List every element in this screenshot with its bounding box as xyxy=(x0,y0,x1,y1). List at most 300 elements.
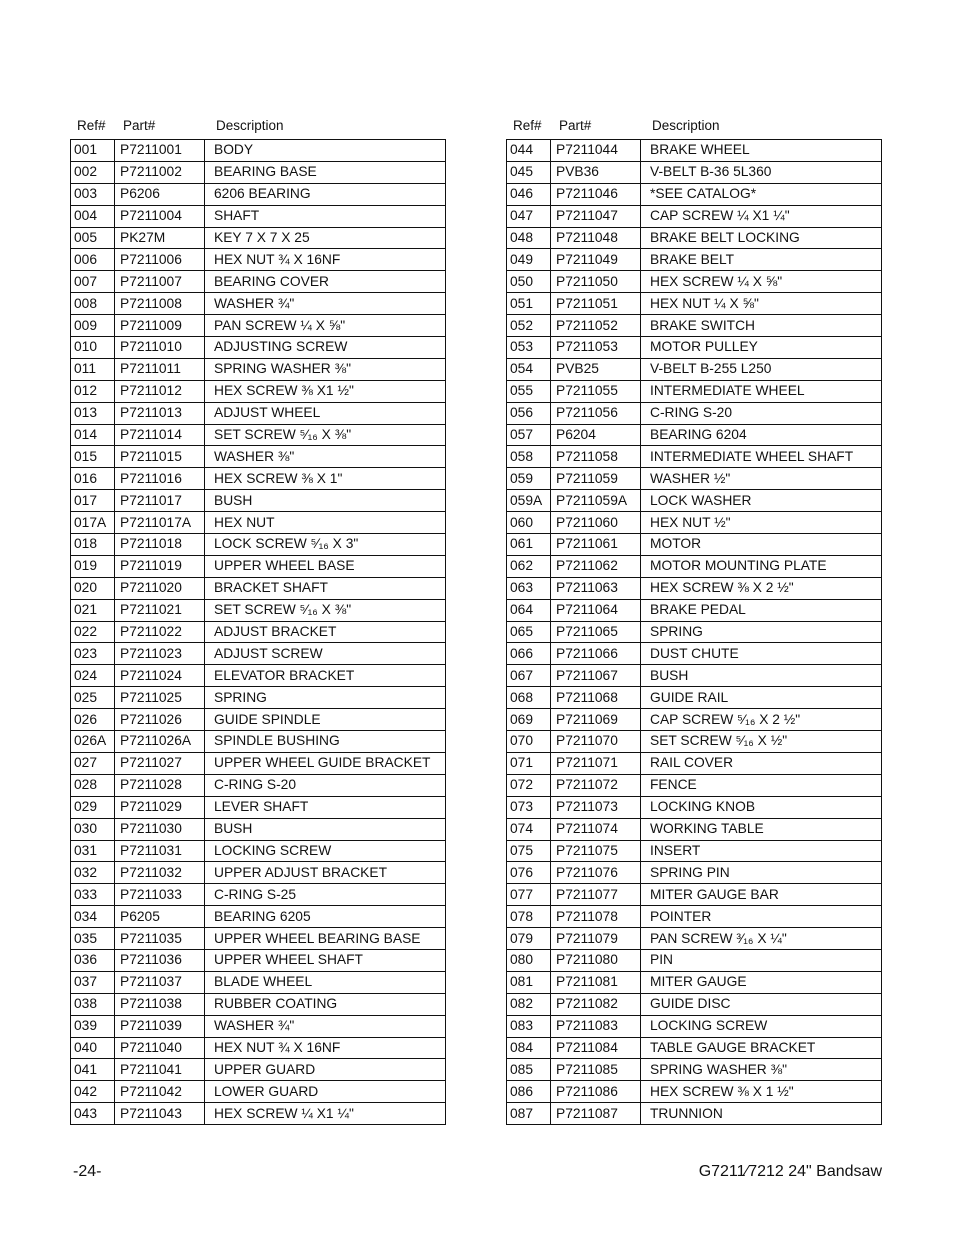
part-number-cell: P7211085 xyxy=(551,1059,641,1081)
ref-cell: 004 xyxy=(71,205,115,227)
part-number-cell: P7211084 xyxy=(551,1037,641,1059)
description-cell: V-BELT B-255 L250 xyxy=(641,358,882,380)
header-ref: Ref# xyxy=(513,118,542,133)
table-row xyxy=(71,183,446,205)
description-cell: SPRING xyxy=(205,687,446,709)
ref-cell: 077 xyxy=(507,884,551,906)
part-number-cell: P7211007 xyxy=(115,271,205,293)
description-cell: SET SCREW ⁵⁄₁₆ X ½" xyxy=(641,731,882,753)
table-row xyxy=(507,862,882,884)
ref-cell: 008 xyxy=(71,293,115,315)
ref-cell: 069 xyxy=(507,709,551,731)
table-row xyxy=(507,315,882,337)
part-number-cell: P7211074 xyxy=(551,818,641,840)
ref-cell: 087 xyxy=(507,1103,551,1125)
part-number-cell: P7211014 xyxy=(115,424,205,446)
table-row xyxy=(507,271,882,293)
parts-list-left xyxy=(70,117,447,1125)
description-cell: BUSH xyxy=(641,665,882,687)
part-number-cell: P7211069 xyxy=(551,709,641,731)
part-number-cell: P7211026 xyxy=(115,709,205,731)
part-number-cell: P7211067 xyxy=(551,665,641,687)
ref-cell: 050 xyxy=(507,271,551,293)
description-cell: HEX SCREW ¼ X1 ¼" xyxy=(205,1103,446,1125)
ref-cell: 081 xyxy=(507,971,551,993)
description-cell: BRAKE BELT xyxy=(641,249,882,271)
description-cell: BODY xyxy=(205,140,446,162)
ref-cell: 059 xyxy=(507,468,551,490)
ref-cell: 042 xyxy=(71,1081,115,1103)
description-cell: C-RING S-20 xyxy=(205,774,446,796)
header-ref: Ref# xyxy=(77,118,106,133)
ref-cell: 074 xyxy=(507,818,551,840)
table-row xyxy=(71,818,446,840)
part-number-cell: P7211030 xyxy=(115,818,205,840)
description-cell: LOCKING KNOB xyxy=(641,796,882,818)
header-part: Part# xyxy=(123,118,156,133)
table-row xyxy=(71,665,446,687)
ref-cell: 021 xyxy=(71,599,115,621)
ref-cell: 086 xyxy=(507,1081,551,1103)
description-cell: CAP SCREW ¼ X1 ¼" xyxy=(641,205,882,227)
part-number-cell: P7211009 xyxy=(115,315,205,337)
table-row xyxy=(71,271,446,293)
table-row xyxy=(71,993,446,1015)
description-cell: GUIDE DISC xyxy=(641,993,882,1015)
ref-cell: 009 xyxy=(71,315,115,337)
part-number-cell: P7211029 xyxy=(115,796,205,818)
description-cell: FENCE xyxy=(641,774,882,796)
part-number-cell: P7211080 xyxy=(551,949,641,971)
table-row xyxy=(71,796,446,818)
description-cell: LOCKING SCREW xyxy=(641,1015,882,1037)
description-cell: HEX NUT ½" xyxy=(641,512,882,534)
part-number-cell: P7211087 xyxy=(551,1103,641,1125)
document-title: G7211⁄7212 24" Bandsaw xyxy=(698,1163,882,1180)
table-row xyxy=(71,555,446,577)
description-cell: INSERT xyxy=(641,840,882,862)
part-number-cell: P7211031 xyxy=(115,840,205,862)
table-row xyxy=(507,884,882,906)
description-cell: WASHER ⅜" xyxy=(205,446,446,468)
part-number-cell: P7211044 xyxy=(551,140,641,162)
description-cell: RAIL COVER xyxy=(641,752,882,774)
ref-cell: 026 xyxy=(71,709,115,731)
ref-cell: 017A xyxy=(71,512,115,534)
description-cell: V-BELT B-36 5L360 xyxy=(641,161,882,183)
table-row xyxy=(71,599,446,621)
description-cell: UPPER ADJUST BRACKET xyxy=(205,862,446,884)
description-cell: HEX SCREW ¼ X ⅝" xyxy=(641,271,882,293)
table-row xyxy=(71,1059,446,1081)
table-row xyxy=(507,774,882,796)
part-number-cell: P7211059 xyxy=(551,468,641,490)
description-cell: UPPER WHEEL SHAFT xyxy=(205,949,446,971)
table-row xyxy=(71,358,446,380)
table-row xyxy=(71,906,446,928)
table-row xyxy=(71,140,446,162)
description-cell: PAN SCREW ³⁄₁₆ X ¼" xyxy=(641,928,882,950)
description-cell: SPRING WASHER ⅜" xyxy=(641,1059,882,1081)
description-cell: KEY 7 X 7 X 25 xyxy=(205,227,446,249)
ref-cell: 026A xyxy=(71,731,115,753)
ref-cell: 039 xyxy=(71,1015,115,1037)
part-number-cell: P7211023 xyxy=(115,643,205,665)
description-cell: 6206 BEARING xyxy=(205,183,446,205)
ref-cell: 083 xyxy=(507,1015,551,1037)
part-number-cell: P7211063 xyxy=(551,577,641,599)
table-row xyxy=(71,534,446,556)
description-cell: BRACKET SHAFT xyxy=(205,577,446,599)
ref-cell: 002 xyxy=(71,161,115,183)
ref-cell: 076 xyxy=(507,862,551,884)
table-row xyxy=(71,752,446,774)
part-number-cell: P7211036 xyxy=(115,949,205,971)
description-cell: ADJUST WHEEL xyxy=(205,402,446,424)
table-row xyxy=(71,337,446,359)
description-cell: SHAFT xyxy=(205,205,446,227)
description-cell: GUIDE SPINDLE xyxy=(205,709,446,731)
part-number-cell: P7211076 xyxy=(551,862,641,884)
table-row xyxy=(507,337,882,359)
description-cell: BUSH xyxy=(205,490,446,512)
table-row xyxy=(71,643,446,665)
part-number-cell: P7211083 xyxy=(551,1015,641,1037)
ref-cell: 012 xyxy=(71,380,115,402)
part-number-cell: P7211001 xyxy=(115,140,205,162)
table-row xyxy=(71,512,446,534)
part-number-cell: P7211027 xyxy=(115,752,205,774)
ref-cell: 047 xyxy=(507,205,551,227)
table-row xyxy=(507,643,882,665)
ref-cell: 015 xyxy=(71,446,115,468)
table-row xyxy=(71,161,446,183)
description-cell: TABLE GAUGE BRACKET xyxy=(641,1037,882,1059)
part-number-cell: P7211018 xyxy=(115,534,205,556)
part-number-cell: P7211039 xyxy=(115,1015,205,1037)
table-row xyxy=(71,621,446,643)
table-row xyxy=(507,599,882,621)
ref-cell: 058 xyxy=(507,446,551,468)
part-number-cell: P7211060 xyxy=(551,512,641,534)
table-row xyxy=(507,293,882,315)
ref-cell: 046 xyxy=(507,183,551,205)
ref-cell: 025 xyxy=(71,687,115,709)
column-headers xyxy=(506,117,883,139)
part-number-cell: P7211079 xyxy=(551,928,641,950)
table-row xyxy=(71,687,446,709)
description-cell: HEX SCREW ⅜ X 1 ½" xyxy=(641,1081,882,1103)
parts-table-left xyxy=(70,139,446,1125)
table-row xyxy=(507,731,882,753)
part-number-cell: P7211077 xyxy=(551,884,641,906)
part-number-cell: P7211047 xyxy=(551,205,641,227)
part-number-cell: P7211086 xyxy=(551,1081,641,1103)
table-row xyxy=(507,971,882,993)
ref-cell: 072 xyxy=(507,774,551,796)
description-cell: ADJUST SCREW xyxy=(205,643,446,665)
description-cell: POINTER xyxy=(641,906,882,928)
table-row xyxy=(507,1037,882,1059)
part-number-cell: P7211015 xyxy=(115,446,205,468)
description-cell: DUST CHUTE xyxy=(641,643,882,665)
table-row xyxy=(507,709,882,731)
ref-cell: 024 xyxy=(71,665,115,687)
ref-cell: 056 xyxy=(507,402,551,424)
table-row xyxy=(507,358,882,380)
description-cell: BRAKE PEDAL xyxy=(641,599,882,621)
table-row xyxy=(71,490,446,512)
description-cell: SPINDLE BUSHING xyxy=(205,731,446,753)
ref-cell: 033 xyxy=(71,884,115,906)
description-cell: HEX SCREW ⅜ X 1" xyxy=(205,468,446,490)
part-number-cell: P7211064 xyxy=(551,599,641,621)
description-cell: MITER GAUGE BAR xyxy=(641,884,882,906)
part-number-cell: PVB25 xyxy=(551,358,641,380)
table-row xyxy=(507,928,882,950)
part-number-cell: P7211008 xyxy=(115,293,205,315)
ref-cell: 061 xyxy=(507,534,551,556)
description-cell: WORKING TABLE xyxy=(641,818,882,840)
description-cell: BRAKE BELT LOCKING xyxy=(641,227,882,249)
part-number-cell: P7211041 xyxy=(115,1059,205,1081)
ref-cell: 037 xyxy=(71,971,115,993)
description-cell: TRUNNION xyxy=(641,1103,882,1125)
ref-cell: 036 xyxy=(71,949,115,971)
table-row xyxy=(71,731,446,753)
ref-cell: 065 xyxy=(507,621,551,643)
table-row xyxy=(507,1103,882,1125)
part-number-cell: P7211068 xyxy=(551,687,641,709)
part-number-cell: P7211024 xyxy=(115,665,205,687)
ref-cell: 064 xyxy=(507,599,551,621)
ref-cell: 079 xyxy=(507,928,551,950)
description-cell: INTERMEDIATE WHEEL xyxy=(641,380,882,402)
ref-cell: 023 xyxy=(71,643,115,665)
table-row xyxy=(71,774,446,796)
part-number-cell: P7211056 xyxy=(551,402,641,424)
description-cell: MITER GAUGE xyxy=(641,971,882,993)
table-row xyxy=(507,796,882,818)
table-row xyxy=(507,227,882,249)
table-row xyxy=(71,468,446,490)
ref-cell: 071 xyxy=(507,752,551,774)
header-description: Description xyxy=(216,118,284,133)
part-number-cell: P7211011 xyxy=(115,358,205,380)
description-cell: UPPER WHEEL GUIDE BRACKET xyxy=(205,752,446,774)
ref-cell: 055 xyxy=(507,380,551,402)
page-number: -24- xyxy=(73,1163,102,1180)
part-number-cell: P7211002 xyxy=(115,161,205,183)
part-number-cell: P7211048 xyxy=(551,227,641,249)
description-cell: BEARING BASE xyxy=(205,161,446,183)
table-row xyxy=(71,709,446,731)
description-cell: BRAKE SWITCH xyxy=(641,315,882,337)
table-row xyxy=(507,468,882,490)
table-row xyxy=(507,621,882,643)
description-cell: HEX NUT xyxy=(205,512,446,534)
ref-cell: 029 xyxy=(71,796,115,818)
ref-cell: 045 xyxy=(507,161,551,183)
part-number-cell: P7211078 xyxy=(551,906,641,928)
ref-cell: 053 xyxy=(507,337,551,359)
table-row xyxy=(71,884,446,906)
ref-cell: 038 xyxy=(71,993,115,1015)
part-number-cell: P7211049 xyxy=(551,249,641,271)
table-row xyxy=(71,446,446,468)
description-cell: LEVER SHAFT xyxy=(205,796,446,818)
description-cell: HEX SCREW ⅜ X 2 ½" xyxy=(641,577,882,599)
description-cell: SPRING PIN xyxy=(641,862,882,884)
ref-cell: 062 xyxy=(507,555,551,577)
ref-cell: 068 xyxy=(507,687,551,709)
table-row xyxy=(507,577,882,599)
table-row xyxy=(71,928,446,950)
part-number-cell: P7211010 xyxy=(115,337,205,359)
part-number-cell: P7211035 xyxy=(115,928,205,950)
ref-cell: 063 xyxy=(507,577,551,599)
table-row xyxy=(507,512,882,534)
table-row xyxy=(507,665,882,687)
part-number-cell: P7211065 xyxy=(551,621,641,643)
description-cell: UPPER WHEEL BASE xyxy=(205,555,446,577)
ref-cell: 028 xyxy=(71,774,115,796)
ref-cell: 080 xyxy=(507,949,551,971)
part-number-cell: P7211043 xyxy=(115,1103,205,1125)
part-number-cell: P7211046 xyxy=(551,183,641,205)
ref-cell: 084 xyxy=(507,1037,551,1059)
description-cell: CAP SCREW ⁵⁄₁₆ X 2 ½" xyxy=(641,709,882,731)
part-number-cell: P6206 xyxy=(115,183,205,205)
ref-cell: 027 xyxy=(71,752,115,774)
part-number-cell: P7211062 xyxy=(551,555,641,577)
ref-cell: 018 xyxy=(71,534,115,556)
part-number-cell: P7211050 xyxy=(551,271,641,293)
description-cell: BRAKE WHEEL xyxy=(641,140,882,162)
ref-cell: 013 xyxy=(71,402,115,424)
ref-cell: 043 xyxy=(71,1103,115,1125)
table-row xyxy=(507,490,882,512)
ref-cell: 020 xyxy=(71,577,115,599)
table-row xyxy=(507,555,882,577)
ref-cell: 054 xyxy=(507,358,551,380)
table-row xyxy=(71,402,446,424)
part-number-cell: P7211026A xyxy=(115,731,205,753)
header-part: Part# xyxy=(559,118,592,133)
table-row xyxy=(71,315,446,337)
table-row xyxy=(507,183,882,205)
part-number-cell: P7211061 xyxy=(551,534,641,556)
table-row xyxy=(507,1059,882,1081)
parts-list-right xyxy=(506,117,883,1125)
ref-cell: 057 xyxy=(507,424,551,446)
ref-cell: 034 xyxy=(71,906,115,928)
description-cell: UPPER GUARD xyxy=(205,1059,446,1081)
table-row xyxy=(507,205,882,227)
table-row xyxy=(507,534,882,556)
ref-cell: 035 xyxy=(71,928,115,950)
ref-cell: 073 xyxy=(507,796,551,818)
description-cell: GUIDE RAIL xyxy=(641,687,882,709)
description-cell: SET SCREW ⁵⁄₁₆ X ⅜" xyxy=(205,599,446,621)
part-number-cell: PVB36 xyxy=(551,161,641,183)
description-cell: ELEVATOR BRACKET xyxy=(205,665,446,687)
ref-cell: 040 xyxy=(71,1037,115,1059)
column-headers xyxy=(70,117,447,139)
description-cell: PIN xyxy=(641,949,882,971)
ref-cell: 030 xyxy=(71,818,115,840)
description-cell: C-RING S-20 xyxy=(641,402,882,424)
table-row xyxy=(507,424,882,446)
table-row xyxy=(507,1015,882,1037)
ref-cell: 085 xyxy=(507,1059,551,1081)
ref-cell: 059A xyxy=(507,490,551,512)
description-cell: MOTOR xyxy=(641,534,882,556)
table-row xyxy=(71,1081,446,1103)
ref-cell: 010 xyxy=(71,337,115,359)
part-number-cell: P7211052 xyxy=(551,315,641,337)
ref-cell: 060 xyxy=(507,512,551,534)
part-number-cell: P7211021 xyxy=(115,599,205,621)
table-row xyxy=(71,577,446,599)
description-cell: MOTOR PULLEY xyxy=(641,337,882,359)
description-cell: LOCKING SCREW xyxy=(205,840,446,862)
part-number-cell: P7211013 xyxy=(115,402,205,424)
description-cell: HEX NUT ¾ X 16NF xyxy=(205,1037,446,1059)
table-row xyxy=(71,227,446,249)
description-cell: HEX NUT ¾ X 16NF xyxy=(205,249,446,271)
table-row xyxy=(507,906,882,928)
ref-cell: 041 xyxy=(71,1059,115,1081)
part-number-cell: P7211075 xyxy=(551,840,641,862)
description-cell: INTERMEDIATE WHEEL SHAFT xyxy=(641,446,882,468)
description-cell: WASHER ¾" xyxy=(205,1015,446,1037)
ref-cell: 052 xyxy=(507,315,551,337)
ref-cell: 075 xyxy=(507,840,551,862)
part-number-cell: P7211012 xyxy=(115,380,205,402)
part-number-cell: P7211058 xyxy=(551,446,641,468)
ref-cell: 082 xyxy=(507,993,551,1015)
table-row xyxy=(507,840,882,862)
description-cell: LOCK WASHER xyxy=(641,490,882,512)
table-row xyxy=(71,424,446,446)
ref-cell: 011 xyxy=(71,358,115,380)
ref-cell: 006 xyxy=(71,249,115,271)
ref-cell: 048 xyxy=(507,227,551,249)
table-row xyxy=(507,380,882,402)
table-row xyxy=(507,949,882,971)
part-number-cell: P7211071 xyxy=(551,752,641,774)
part-number-cell: P7211020 xyxy=(115,577,205,599)
description-cell: BEARING 6204 xyxy=(641,424,882,446)
table-row xyxy=(507,818,882,840)
header-description: Description xyxy=(652,118,720,133)
table-row xyxy=(71,840,446,862)
table-row xyxy=(71,949,446,971)
table-row xyxy=(71,1103,446,1125)
table-row xyxy=(507,161,882,183)
ref-cell: 001 xyxy=(71,140,115,162)
part-number-cell: P7211022 xyxy=(115,621,205,643)
description-cell: *SEE CATALOG* xyxy=(641,183,882,205)
parts-table-right xyxy=(506,139,882,1125)
table-row xyxy=(507,402,882,424)
description-cell: C-RING S-25 xyxy=(205,884,446,906)
ref-cell: 017 xyxy=(71,490,115,512)
ref-cell: 003 xyxy=(71,183,115,205)
part-number-cell: P7211017A xyxy=(115,512,205,534)
description-cell: BEARING 6205 xyxy=(205,906,446,928)
